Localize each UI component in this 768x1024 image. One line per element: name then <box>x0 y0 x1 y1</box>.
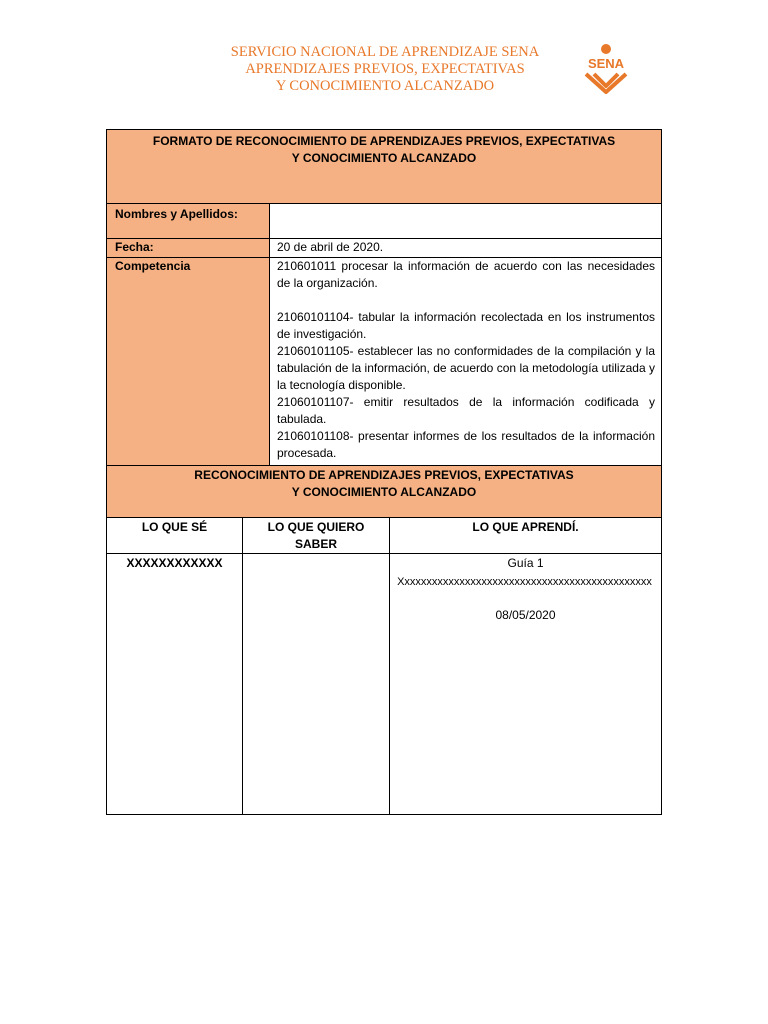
competencia-list <box>270 258 661 465</box>
fecha-field[interactable]: 20 de abril de 2020. <box>277 240 384 254</box>
nombres-label: Nombres y Apellidos: <box>107 204 269 238</box>
section-title-line-1: RECONOCIMIENTO DE APRENDIZAJES PREVIOS, EXPECTATIVAS <box>194 468 574 482</box>
competencia-item: 21060101108- presentar informes de los resultados de la información procesada. <box>277 429 655 460</box>
competencia-item: 21060101107- emitir resultados de la información codificada y tabulada. <box>277 395 655 426</box>
competencia-item: 21060101104- tabular la información recolectada en los instrumentos de investigación. <box>277 310 655 341</box>
kwl-table <box>106 517 662 815</box>
fecha-label: Fecha: <box>107 239 269 257</box>
lo-que-se-cell[interactable]: XXXXXXXXXXXX <box>126 556 223 570</box>
section-title-line-2: Y CONOCIMIENTO ALCANZADO <box>291 485 477 499</box>
nombres-field[interactable] <box>270 204 661 238</box>
form-title <box>107 130 661 203</box>
header-line-1: SERVICIO NACIONAL DE APRENDIZAJE SENA <box>230 44 540 60</box>
competencia-item: 21060101105- establecer las no conformidades de la compilación y la tabulación de la información, de acuerdo con la metodología utilizada y la tecnología disponible. <box>277 344 655 392</box>
form-block <box>106 129 662 518</box>
col-header-lo-que-aprendi: LO QUE APRENDÍ. <box>472 520 579 534</box>
form-title-line-2: Y CONOCIMIENTO ALCANZADO <box>291 151 477 165</box>
header-line-2: APRENDIZAJES PREVIOS, EXPECTATIVAS <box>245 61 525 77</box>
learned-text: Xxxxxxxxxxxxxxxxxxxxxxxxxxxxxxxxxxxxxxxxxxxxxx <box>397 576 652 588</box>
logo-dot-icon <box>601 44 611 54</box>
document-header <box>180 44 590 95</box>
col-header-line-2: SABER <box>294 537 337 551</box>
col-header-lo-que-quiero-saber <box>243 518 389 553</box>
section-title <box>107 466 661 517</box>
col-header-line-1: LO QUE QUIERO <box>267 520 365 534</box>
header-line-3: Y CONOCIMIENTO ALCANZADO <box>275 78 495 94</box>
sena-logo <box>578 42 634 98</box>
lo-que-quiero-saber-cell[interactable] <box>243 554 389 814</box>
competencia-label: Competencia <box>107 258 269 465</box>
logo-text: SENA <box>587 56 625 71</box>
competencia-item: 210601011 procesar la información de acuerdo con las necesidades de la organización. <box>277 259 655 290</box>
form-title-line-1: FORMATO DE RECONOCIMIENTO DE APRENDIZAJES PREVIOS, EXPECTATIVAS <box>152 134 616 148</box>
guide-label: Guía 1 <box>507 556 544 570</box>
learned-date: 08/05/2020 <box>495 608 556 622</box>
lo-que-aprendi-cell[interactable] <box>390 554 661 814</box>
col-header-lo-que-se: LO QUE SÉ <box>141 520 208 534</box>
